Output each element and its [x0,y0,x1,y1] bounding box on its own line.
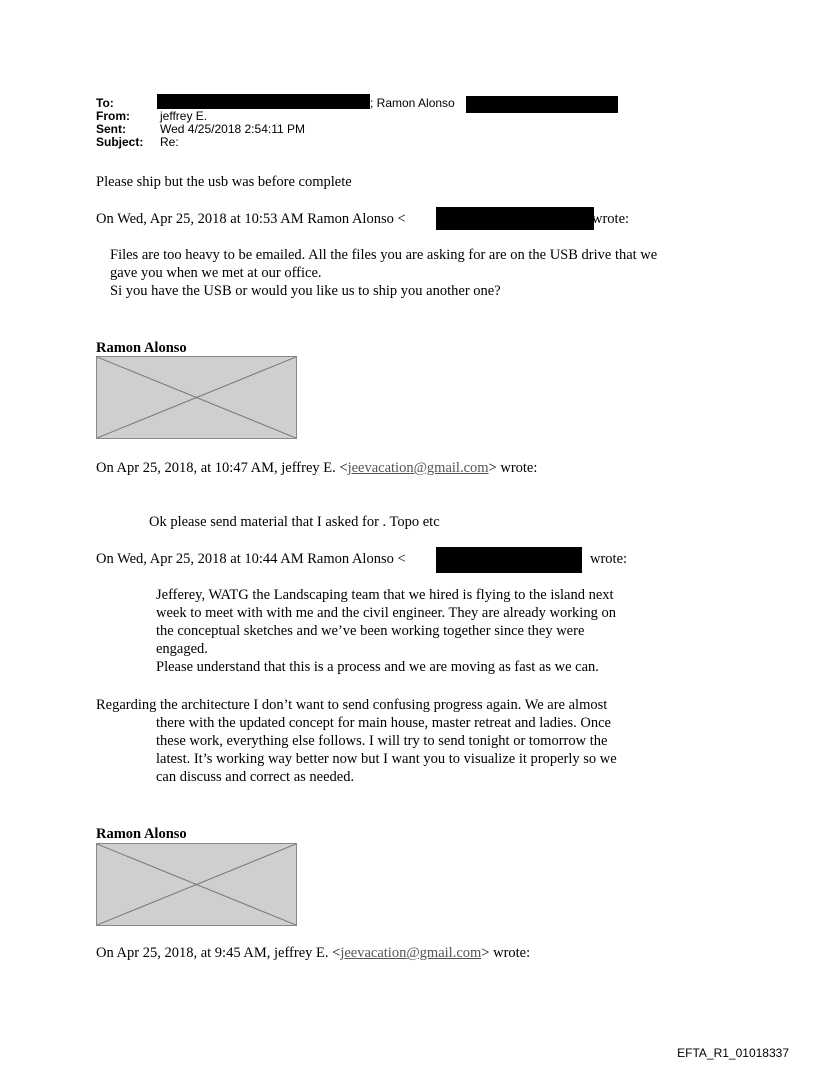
from-label: From: [96,109,130,123]
quote-text-line: Please understand that this is a process and we are moving as fast as we can. [156,659,599,675]
sent-label: Sent: [96,122,126,136]
quote-header [96,460,537,477]
quote-text-line: these work, everything else follows. I will try to send tonight or tomorrow the [156,733,608,749]
reply-text: Please ship but the usb was before complete [96,174,352,190]
quote-header-prefix: On Apr 25, 2018, at 9:45 AM, jeffrey E. < [96,945,341,961]
quote-text-line: week to meet with with me and the civil engineer. They are already working on [156,605,616,621]
broken-image-placeholder [96,843,297,926]
quote-text-line: the conceptual sketches and we’ve been working together since they were [156,623,585,639]
subject-label: Subject: [96,135,144,149]
redaction-bar [157,94,370,109]
quote-text-line: latest. It’s working way better now but I want you to visualize it properly so we [156,751,617,767]
broken-image-placeholder [96,356,297,439]
quote-header-prefix: On Apr 25, 2018, at 10:47 AM, jeffrey E. < [96,460,348,476]
quote-header: On Wed, Apr 25, 2018 at 10:44 AM Ramon Alonso < [96,551,406,567]
redaction-bar [436,207,594,230]
quote-text-line: Si you have the USB or would you like us to ship you another one? [110,283,501,299]
to-label: To: [96,96,114,110]
document-id: EFTA_R1_01018337 [677,1046,789,1060]
subject-value: Re: [160,135,179,149]
email-link[interactable]: jeevacation@gmail.com [340,945,482,961]
quote-header [96,945,530,962]
quote-text: Ok please send material that I asked for . Topo etc [149,514,440,530]
quote-text-line: there with the updated concept for main house, master retreat and ladies. Once [156,715,611,731]
quote-text-line: gave you when we met at our office. [110,265,322,281]
quote-text-line: engaged. [156,641,208,657]
quote-header-wrote: wrote: [590,551,628,567]
redaction-bar [436,547,582,573]
quote-text-line: can discuss and correct as needed. [156,769,355,785]
from-value: jeffrey E. [160,109,208,123]
signature-name: Ramon Alonso [96,340,187,356]
quote-text-line: Regarding the architecture I don’t want to send confusing progress again. We are almost [96,697,608,713]
quote-text-line: Jefferey, WATG the Landscaping team that we hired is flying to the island next [156,587,614,603]
quote-header: On Wed, Apr 25, 2018 at 10:53 AM Ramon Alonso < [96,211,406,227]
quote-text-line: Files are too heavy to be emailed. All the files you are asking for are on the USB drive that we [110,247,658,263]
signature-name: Ramon Alonso [96,826,187,842]
quote-header-suffix: > wrote: [481,945,531,961]
quote-header-wrote: wrote: [592,211,630,227]
quote-header-suffix: > wrote: [488,460,538,476]
redaction-bar [466,96,618,113]
email-link[interactable]: jeevacation@gmail.com [347,460,489,476]
sent-value: Wed 4/25/2018 2:54:11 PM [160,122,305,136]
to-value: ; Ramon Alonso [370,96,455,110]
